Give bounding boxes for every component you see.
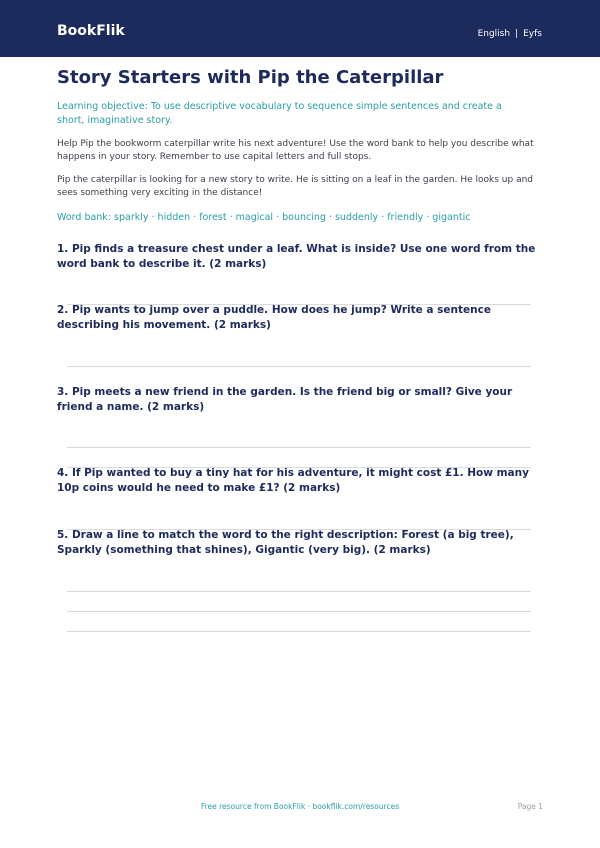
footer-source-link[interactable]: Free resource from BookFlik · bookflik.com/resources (200, 802, 400, 811)
header-bar (0, 0, 600, 57)
question-2: 2. Pip wants to jump over a puddle. How does he jump? Write a sentence describing his movement. (2 marks) (57, 304, 491, 331)
answer-line[interactable] (67, 447, 531, 448)
intro-paragraph: Help Pip the bookworm caterpillar write his next adventure! Use the word bank to help you describe what happens in your story. Remember to use capital letters and full stops. (57, 139, 534, 162)
separator: | (515, 29, 519, 39)
answer-line[interactable] (67, 611, 531, 612)
question-3: 3. Pip meets a new friend in the garden. Is the friend big or small? Give your friend a name. (2 marks) (57, 386, 513, 413)
brand-logo-text[interactable]: BookFlik (57, 23, 125, 39)
answer-line[interactable] (67, 366, 531, 367)
answer-line[interactable] (67, 631, 531, 632)
language-label[interactable]: English (477, 29, 511, 39)
question-4: 4. If Pip wanted to buy a tiny hat for his adventure, it might cost £1. How many 10p coins would he need to make £1? (2 marks) (57, 467, 529, 494)
level-label[interactable]: Eyfs (523, 29, 542, 39)
scenario-paragraph: Pip the caterpillar is looking for a new story to write. He is sitting on a leaf in the garden. He looks up and sees something very exciting in the distance! (57, 175, 534, 198)
answer-line[interactable] (67, 591, 531, 592)
page-title: Story Starters with Pip the Caterpillar (57, 67, 444, 88)
learning-objective: Learning objective: To use descriptive vocabulary to sequence simple sentences and create a short, imaginative story. (57, 101, 502, 126)
language-level-indicator (478, 28, 542, 40)
question-1: 1. Pip finds a treasure chest under a leaf. What is inside? Use one word from the word bank to describe it. (2 marks) (57, 243, 536, 270)
question-5: 5. Draw a line to match the word to the right description: Forest (a big tree), Sparkly (something that shines), Gigantic (very big). (2 marks) (57, 529, 514, 556)
word-bank: Word bank: sparkly · hidden · forest · magical · bouncing · suddenly · friendly · gigantic (57, 212, 471, 223)
page-number: Page 1 (517, 802, 543, 811)
worksheet-content (57, 67, 543, 224)
